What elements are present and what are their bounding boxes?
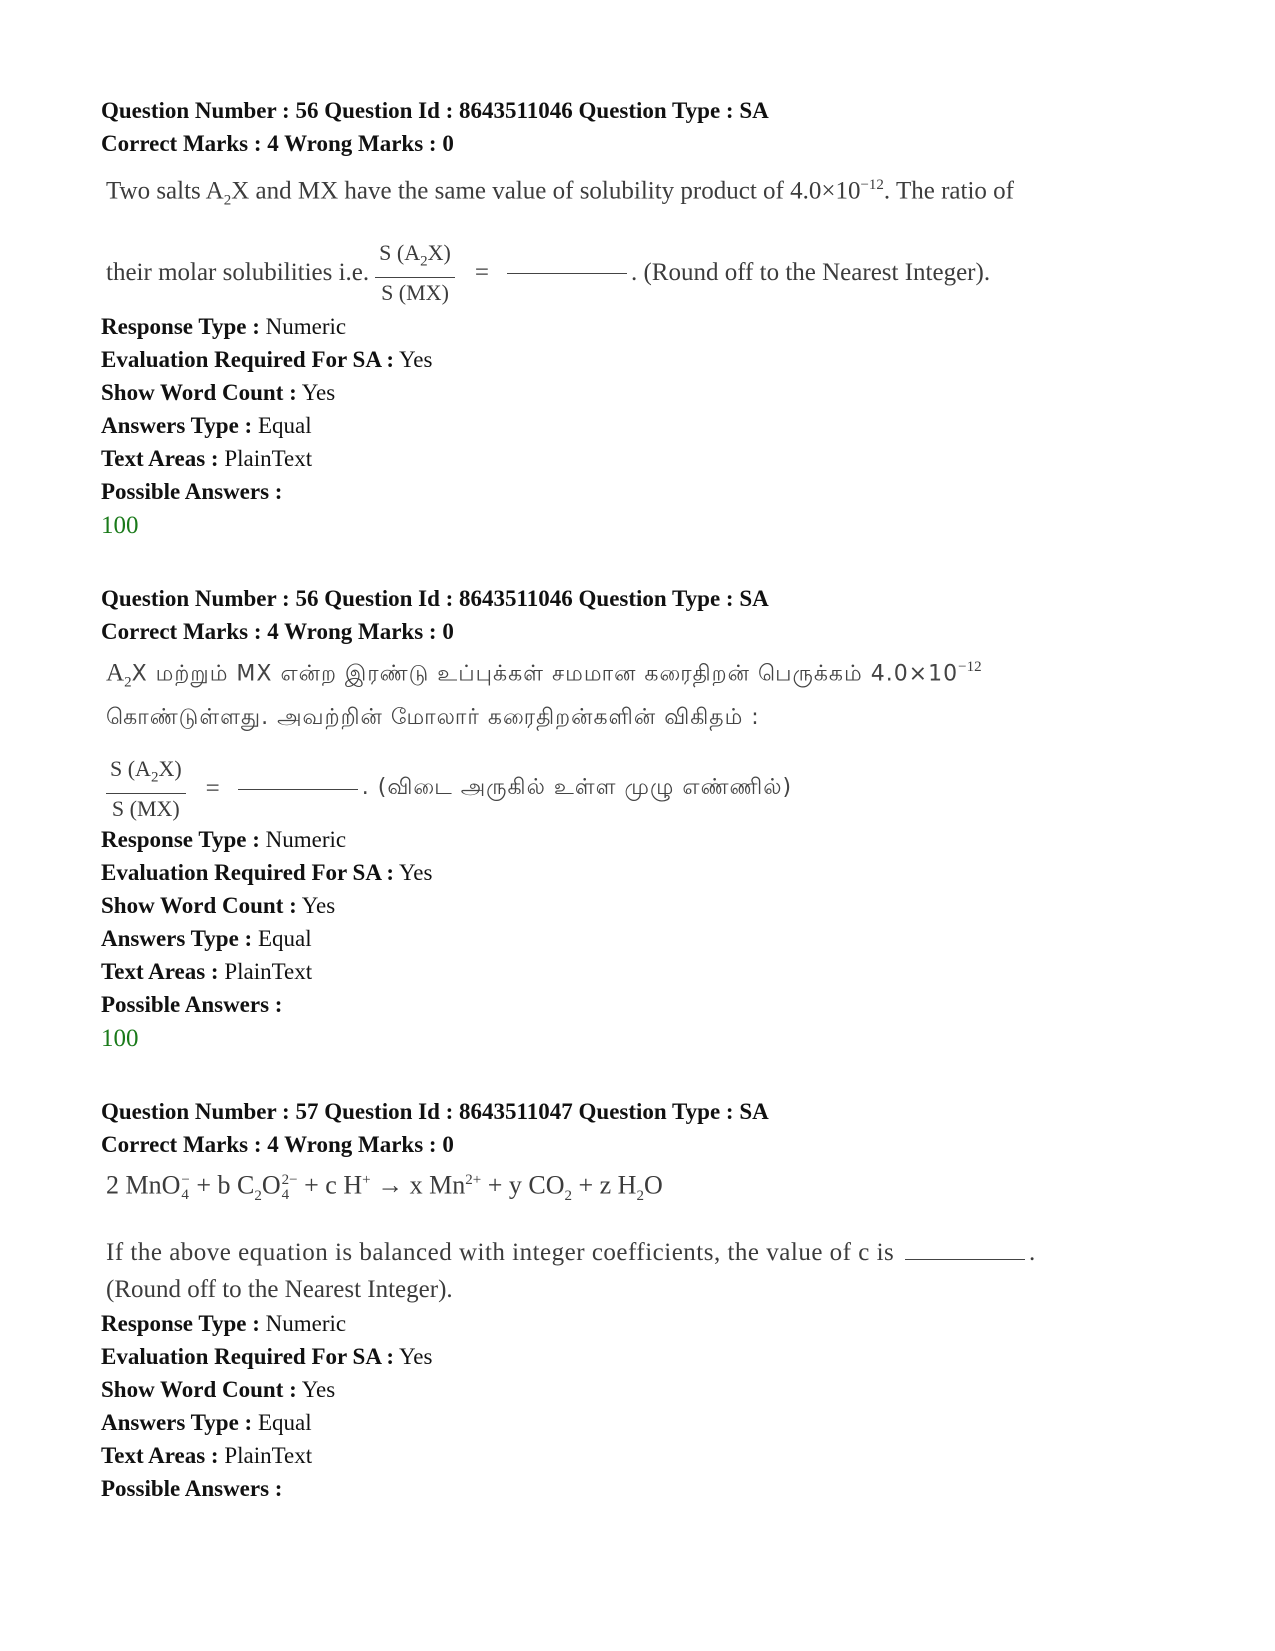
marks-line: Correct Marks : 4 Wrong Marks : 0 xyxy=(101,1132,454,1157)
question-text-line: Two salts $A_2X$ and MX have the same value of solubility product of $4.0\times 10^{-12}$. The ratio of xyxy=(106,177,1014,209)
ratio-line: their molar solubilities i.e. $\frac{S (A_2X)}{S (MX)}$ = . (Round off to the Nearest Integer). xyxy=(106,240,991,305)
marks-line: Correct Marks : 4 Wrong Marks : 0 xyxy=(101,131,454,156)
question-block-2 xyxy=(101,582,1191,648)
question-meta-2: Response Type : Numeric Evaluation Required For SA : Yes Show Word Count : Yes Answers Type : Equal Text Areas : PlainText Possible Answers : 100 xyxy=(101,823,1191,1057)
question-meta-3: Response Type : Numeric Evaluation Required For SA : Yes Show Word Count : Yes Answers Type : Equal Text Areas : PlainText Possible Answers : xyxy=(101,1311,433,1501)
question-header: Question Number : 56 Question Id : 8643511046 Question Type : SA xyxy=(101,98,769,123)
answer-blank xyxy=(238,788,358,790)
question-text-image xyxy=(106,168,1196,307)
question-block-3 xyxy=(101,1095,1191,1161)
question-text-image-tamil: $A_2X$ மற்றும் MX என்ற இரண்டு உப்புக்கள் சமமான கரைதிறன் பெருக்கம் $4.0\times 10^{-12}$ கொண்டுள்ளது. அவற்றின் மோலார் கரைதிறன்களின் விகிதம் : $\frac{S (A_2X)}{S (MX)}$ = . (விடை அருகில் உள்ள முழு எண்ணில்) xyxy=(106,650,1196,823)
answer-blank xyxy=(905,1258,1025,1260)
answer-blank xyxy=(507,272,627,274)
question-header: Question Number : 56 Question Id : 8643511046 Question Type : SA xyxy=(101,586,769,611)
possible-answer: 100 xyxy=(101,512,139,539)
question-block-1 xyxy=(101,94,1191,160)
question-meta-1: Response Type : Numeric Evaluation Required For SA : Yes Show Word Count : Yes Answers Type : Equal Text Areas : PlainText Possible Answers : 100 xyxy=(101,310,1191,544)
marks-line: Correct Marks : 4 Wrong Marks : 0 xyxy=(101,619,454,644)
ratio-line: $\frac{S (A_2X)}{S (MX)}$ = . (விடை அருகில் உள்ள முழு எண்ணில்) xyxy=(106,755,1196,822)
equation-image: 2 MnO − 4 + b $C_2O$ 2− 4 + c H+ → x $Mn^{2+} + y$ $CO_2 + z$ $H_2O$ If the above equation is balanced with integer coefficients, the value of c is . (Round off to the Nearest Integer). xyxy=(106,1160,1196,1308)
possible-answer: 100 xyxy=(101,1025,139,1052)
ratio-fraction: $\frac{S (A_2X)}{S (MX)}$ xyxy=(375,239,455,306)
chemical-equation: 2 MnO − 4 + b $C_2O$ 2− 4 + c H+ → x $Mn^{2+} + y$ $CO_2 + z$ $H_2O$ xyxy=(106,1170,663,1204)
question-header: Question Number : 57 Question Id : 8643511047 Question Type : SA xyxy=(101,1099,769,1124)
ratio-fraction: $\frac{S (A_2X)}{S (MX)}$ xyxy=(106,755,186,822)
